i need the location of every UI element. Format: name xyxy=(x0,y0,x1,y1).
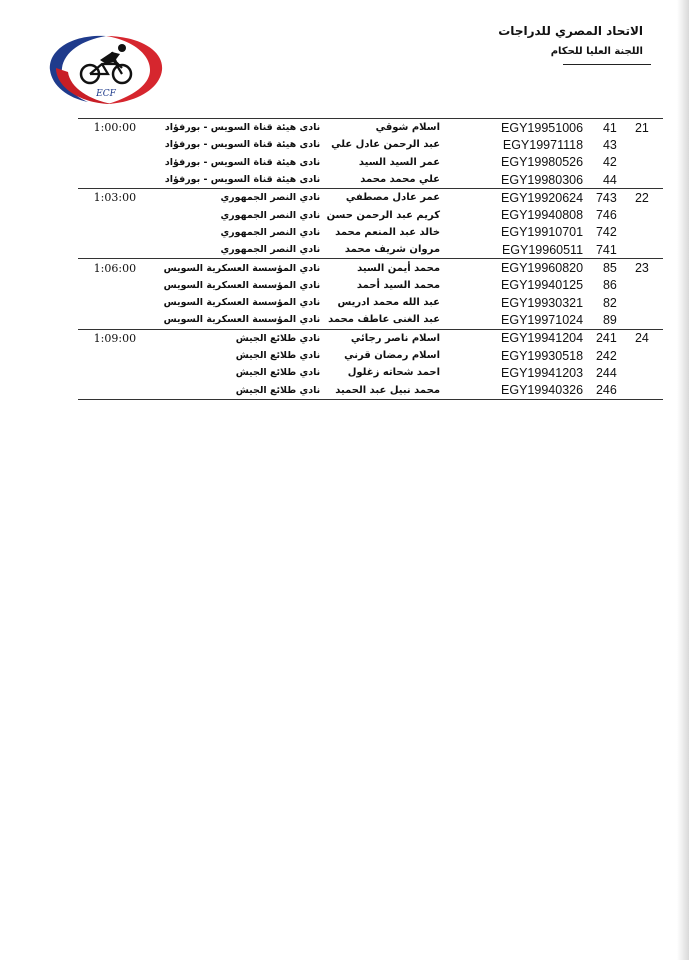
time-cell xyxy=(78,224,152,241)
uci-id-cell: EGY19980526 xyxy=(501,155,584,170)
rank-cell xyxy=(621,136,663,153)
bib-cell: 242 xyxy=(595,348,617,363)
table-row xyxy=(78,224,663,241)
bib-cell: 746 xyxy=(595,208,617,223)
club-cell: نادى هيئة قناة السويس - بورفؤاد xyxy=(164,139,321,151)
uci-id-cell: EGY19940808 xyxy=(501,208,584,223)
name-cell: محمد أيمن السيد xyxy=(320,259,446,277)
time-cell: 1:09:00 xyxy=(78,329,152,347)
time-cell xyxy=(78,311,152,329)
club-cell: نادي النصر الجمهوري xyxy=(220,209,321,221)
rank-cell xyxy=(621,294,663,311)
club-cell: نادي طلائع الجيش xyxy=(235,367,321,379)
ecf-logo-icon xyxy=(42,28,170,110)
results-table xyxy=(78,118,663,400)
uci-id-cell: EGY19971118 xyxy=(502,137,584,152)
rank-cell: 24 xyxy=(621,329,663,347)
bib-cell: 86 xyxy=(602,278,617,293)
rank-cell xyxy=(621,154,663,171)
rank-cell xyxy=(621,224,663,241)
time-cell: 1:03:00 xyxy=(78,189,152,207)
name-cell: عمر عادل مصطفي xyxy=(320,189,446,207)
table-row xyxy=(78,381,663,399)
uci-id-cell: EGY19960511 xyxy=(501,242,584,257)
name-cell: عبد الرحمن عادل علي xyxy=(331,139,441,151)
rank-cell xyxy=(621,277,663,294)
name-cell: مروان شريف محمد xyxy=(344,244,441,256)
name-cell: اسلام ناصر رجائي xyxy=(320,329,446,347)
name-cell: احمد شحاته زغلول xyxy=(347,367,441,379)
table-row xyxy=(78,277,663,294)
name-cell: عبد الغنى عاطف محمد xyxy=(328,314,441,326)
bib-cell: 741 xyxy=(595,242,617,257)
bib-cell: 246 xyxy=(585,381,621,399)
bib-cell: 241 xyxy=(585,329,621,347)
table-row xyxy=(78,189,663,207)
name-cell: عبد الله محمد ادريس xyxy=(337,297,441,309)
bib-cell: 41 xyxy=(585,119,621,137)
time-cell: 1:00:00 xyxy=(78,119,152,137)
table-row xyxy=(78,119,663,137)
time-cell xyxy=(78,206,152,223)
name-cell: اسلام رمضان قرني xyxy=(344,350,441,361)
club-cell: نادى هيئة قناة السويس - بورفؤاد xyxy=(152,119,321,137)
club-cell: نادى هيئة قناة السويس - بورفؤاد xyxy=(164,174,321,186)
table-row xyxy=(78,347,663,364)
club-cell: نادي النصر الجمهوري xyxy=(220,226,321,238)
time-cell xyxy=(78,294,152,311)
time-cell xyxy=(78,277,152,294)
rank-cell xyxy=(621,347,663,364)
table-row xyxy=(78,259,663,277)
name-cell: عمر السيد السيد xyxy=(358,156,441,168)
club-cell: نادي طلائع الجيش xyxy=(152,381,321,399)
time-cell xyxy=(78,136,152,153)
time-cell xyxy=(78,381,152,399)
uci-id-cell: EGY19960820 xyxy=(446,259,585,277)
name-cell: علي محمد محمد xyxy=(360,174,441,186)
uci-id-cell: EGY19941204 xyxy=(446,329,585,347)
rank-cell xyxy=(621,171,663,189)
name-cell: كريم عبد الرحمن حسن xyxy=(326,209,441,221)
table-row xyxy=(78,154,663,171)
time-cell xyxy=(78,241,152,259)
logo-text: ECF xyxy=(96,89,116,99)
club-cell: نادى هيئة قناة السويس - بورفؤاد xyxy=(164,156,321,168)
time-cell xyxy=(78,347,152,364)
bib-cell: 244 xyxy=(595,365,617,380)
rank-cell xyxy=(621,311,663,329)
club-cell: نادي طلائع الجيش xyxy=(152,329,321,347)
table-row xyxy=(78,294,663,311)
uci-id-cell: EGY19951006 xyxy=(446,119,585,137)
rank-cell xyxy=(621,364,663,381)
bib-cell: 44 xyxy=(602,172,617,187)
rank-cell xyxy=(621,381,663,399)
uci-id-cell: EGY19941203 xyxy=(501,365,584,380)
bib-cell: 85 xyxy=(585,259,621,277)
bib-cell: 82 xyxy=(602,295,617,310)
club-cell: نادي المؤسسة العسكرية السويس xyxy=(163,314,321,326)
time-cell xyxy=(78,154,152,171)
bib-cell: 743 xyxy=(585,189,621,207)
results-body xyxy=(78,119,663,400)
uci-id-cell: EGY19940326 xyxy=(446,381,585,399)
name-cell: محمد نبيل عبد الحميد xyxy=(320,381,446,399)
uci-id-cell: EGY19930321 xyxy=(501,295,584,310)
uci-id-cell: EGY19920624 xyxy=(446,189,585,207)
table-row xyxy=(78,329,663,347)
name-cell: محمد السيد أحمد xyxy=(356,279,441,291)
document-header xyxy=(498,24,643,57)
club-cell: نادي النصر الجمهوري xyxy=(220,244,321,256)
bib-cell: 742 xyxy=(595,225,617,240)
rank-cell: 23 xyxy=(621,259,663,277)
table-row xyxy=(78,206,663,223)
committee-name: اللجنة العليا للحكام xyxy=(550,46,643,57)
table-row xyxy=(78,364,663,381)
header-underline xyxy=(563,64,651,65)
uci-id-cell: EGY19910701 xyxy=(501,225,584,240)
table-row xyxy=(78,136,663,153)
club-cell: نادي النصر الجمهوري xyxy=(152,189,321,207)
uci-id-cell: EGY19971024 xyxy=(501,312,584,327)
bib-cell: 89 xyxy=(602,312,617,327)
bib-cell: 43 xyxy=(602,137,617,152)
rank-cell: 22 xyxy=(621,189,663,207)
name-cell: اسلام شوقي xyxy=(320,119,446,137)
club-cell: نادي المؤسسة العسكرية السويس xyxy=(163,297,321,309)
table-row xyxy=(78,311,663,329)
table-row xyxy=(78,171,663,189)
uci-id-cell: EGY19980306 xyxy=(501,172,584,187)
uci-id-cell: EGY19930518 xyxy=(501,348,584,363)
club-cell: نادي المؤسسة العسكرية السويس xyxy=(163,279,321,291)
club-cell: نادي طلائع الجيش xyxy=(235,350,321,361)
rank-cell: 21 xyxy=(621,119,663,137)
page-edge-shadow xyxy=(677,0,689,960)
time-cell xyxy=(78,171,152,189)
uci-id-cell: EGY19940125 xyxy=(501,278,584,293)
time-cell: 1:06:00 xyxy=(78,259,152,277)
time-cell xyxy=(78,364,152,381)
rank-cell xyxy=(621,241,663,259)
organization-name: الاتحاد المصري للدراجات xyxy=(498,24,643,38)
club-cell: نادي المؤسسة العسكرية السويس xyxy=(152,259,321,277)
rank-cell xyxy=(621,206,663,223)
bib-cell: 42 xyxy=(602,155,617,170)
name-cell: خالد عبد المنعم محمد xyxy=(335,226,441,238)
table-row xyxy=(78,241,663,259)
